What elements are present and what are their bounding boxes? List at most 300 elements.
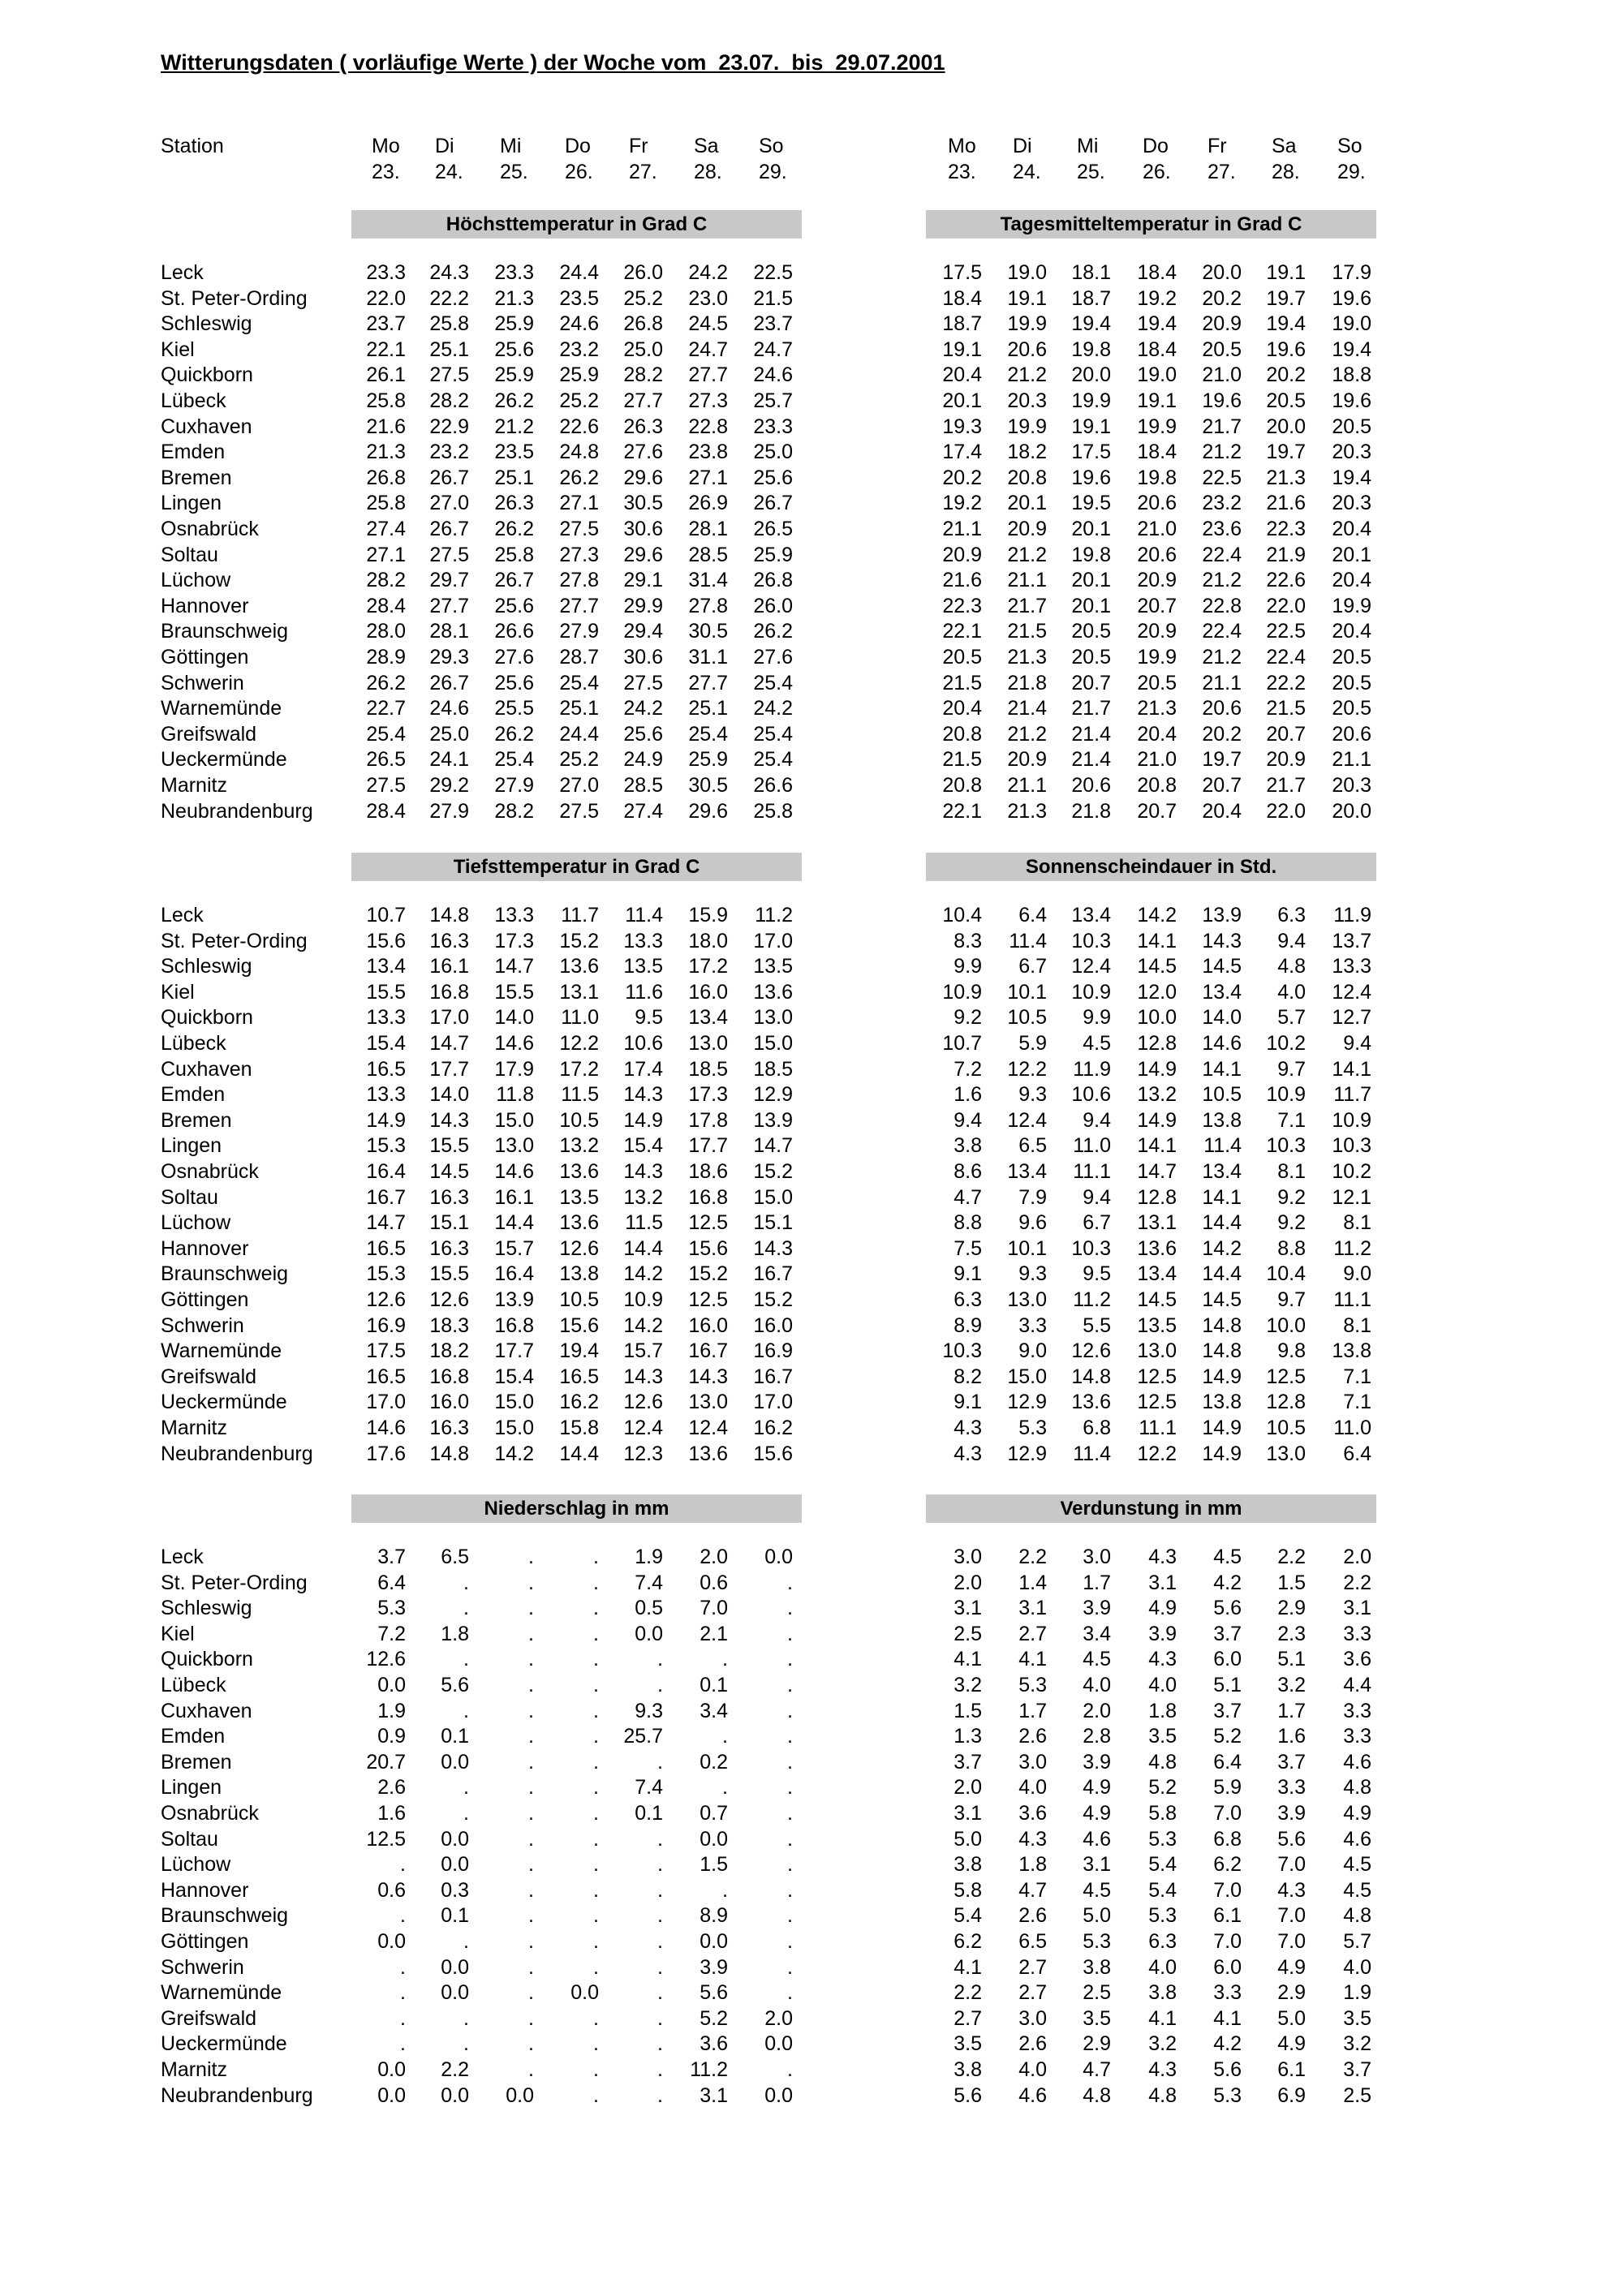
value-cell: 25.1	[559, 697, 599, 720]
value-cell: 20.5	[1332, 671, 1371, 694]
value-cell: 4.9	[1277, 1955, 1306, 1979]
value-cell: 11.5	[561, 1083, 599, 1107]
value-cell: 18.0	[688, 929, 728, 952]
value-cell: 15.7	[623, 1339, 663, 1363]
value-cell: 9.5	[635, 1006, 663, 1030]
value-cell: 14.3	[1202, 929, 1242, 952]
value-cell: 20.8	[942, 722, 982, 746]
value-cell: 6.1	[1277, 2058, 1306, 2081]
value-cell: 23.8	[688, 441, 728, 464]
value-cell: 20.7	[1137, 799, 1177, 823]
value-cell: 14.9	[1202, 1417, 1242, 1439]
value-cell: 3.5	[1083, 2006, 1111, 2030]
value-cell: 13.6	[559, 1160, 599, 1183]
value-cell: 15.5	[429, 1262, 469, 1286]
day-header-right-5: Sa	[1272, 135, 1297, 157]
value-cell: 22.0	[1266, 799, 1306, 823]
value-cell: 20.3	[1332, 774, 1371, 797]
value-cell: .	[657, 1878, 663, 1902]
value-cell: 21.5	[1266, 697, 1306, 720]
value-cell: 7.0	[1213, 1802, 1242, 1825]
value-cell: 16.0	[429, 1391, 469, 1414]
value-cell: 16.3	[429, 1185, 469, 1209]
value-cell: 0.0	[441, 1750, 469, 1774]
value-cell: 0.0	[377, 2058, 406, 2081]
station-name: Lingen	[161, 1134, 222, 1158]
value-cell: 2.7	[1018, 1955, 1047, 1979]
day-header-right-1: Di	[1013, 135, 1032, 157]
value-cell: 3.5	[954, 2032, 982, 2056]
value-cell: 19.8	[1071, 543, 1111, 566]
table-row	[0, 415, 1623, 440]
value-cell: 18.7	[1071, 286, 1111, 310]
value-cell: 26.7	[429, 466, 469, 489]
table-row	[0, 1288, 1623, 1313]
value-cell: 3.3	[1277, 1776, 1306, 1799]
value-cell: 9.0	[1343, 1262, 1371, 1286]
value-cell: 13.3	[494, 904, 534, 927]
day-header-right-4: Fr	[1208, 135, 1227, 157]
value-cell: 0.7	[700, 1802, 728, 1825]
value-cell: 17.7	[494, 1339, 534, 1363]
value-cell: 9.0	[1018, 1339, 1047, 1363]
date-header-left-6: 29.	[759, 161, 787, 183]
value-cell: .	[593, 1955, 599, 1979]
value-cell: 26.9	[688, 492, 728, 515]
value-cell: .	[528, 1853, 534, 1877]
station-name: Leck	[161, 904, 204, 927]
value-cell: 14.9	[1137, 1057, 1177, 1081]
value-cell: 14.6	[494, 1160, 534, 1183]
value-cell: 7.0	[1277, 1904, 1306, 1928]
value-cell: 13.8	[559, 1262, 599, 1286]
table-row	[0, 903, 1623, 928]
value-cell: 3.1	[1343, 1597, 1371, 1620]
value-cell: 15.4	[623, 1134, 663, 1158]
value-cell: 13.2	[623, 1185, 663, 1209]
value-cell: 12.6	[559, 1236, 599, 1260]
value-cell: .	[657, 1955, 663, 1979]
value-cell: 4.9	[1148, 1597, 1177, 1620]
value-cell: 20.7	[366, 1750, 406, 1774]
value-cell: 5.6	[700, 1981, 728, 2005]
value-cell: 15.0	[494, 1108, 534, 1132]
value-cell: 19.1	[942, 338, 982, 361]
value-cell: 8.8	[954, 1211, 982, 1235]
value-cell: 4.0	[1083, 1674, 1111, 1696]
value-cell: 18.4	[1137, 261, 1177, 284]
value-cell: 15.0	[494, 1391, 534, 1414]
value-cell: 13.5	[623, 955, 663, 978]
value-cell: 9.9	[954, 955, 982, 978]
value-cell: 27.6	[753, 646, 793, 669]
value-cell: 26.7	[753, 492, 793, 515]
date-header-right-1: 24.	[1013, 161, 1041, 183]
value-cell: 3.3	[1213, 1981, 1242, 2005]
value-cell: 25.5	[494, 697, 534, 720]
value-cell: 19.2	[1137, 286, 1177, 310]
value-cell: 0.1	[635, 1802, 663, 1825]
value-cell: 4.0	[1277, 980, 1306, 1004]
value-cell: 4.7	[1083, 2058, 1111, 2081]
value-cell: .	[528, 1699, 534, 1722]
value-cell: .	[400, 1955, 406, 1979]
station-name: Schwerin	[161, 1955, 244, 1979]
value-cell: 10.3	[1332, 1134, 1371, 1158]
value-cell: 29.2	[429, 774, 469, 797]
table-row	[0, 543, 1623, 568]
value-cell: 26.5	[366, 748, 406, 772]
value-cell: 19.1	[1071, 415, 1111, 438]
value-cell: 12.4	[623, 1417, 663, 1439]
value-cell: 4.1	[1148, 2006, 1177, 2030]
value-cell: .	[787, 1802, 793, 1825]
value-cell: 14.3	[753, 1236, 793, 1260]
value-cell: 21.4	[1007, 697, 1047, 720]
table-row	[0, 671, 1623, 696]
value-cell: 19.9	[1137, 415, 1177, 438]
value-cell: 13.8	[1332, 1339, 1371, 1363]
value-cell: 14.2	[623, 1262, 663, 1286]
value-cell: 15.5	[429, 1134, 469, 1158]
value-cell: 13.1	[1137, 1211, 1177, 1235]
date-header-left-5: 28.	[694, 161, 722, 183]
value-cell: 10.5	[559, 1108, 599, 1132]
value-cell: 20.5	[942, 646, 982, 669]
value-cell: 28.0	[366, 620, 406, 643]
value-cell: 13.0	[1266, 1442, 1306, 1465]
value-cell: 9.2	[1277, 1185, 1306, 1209]
value-cell: 22.3	[1266, 518, 1306, 540]
value-cell: 27.7	[688, 363, 728, 387]
station-name: Kiel	[161, 338, 195, 361]
value-cell: .	[593, 1750, 599, 1774]
value-cell: 17.5	[366, 1339, 406, 1363]
value-cell: 11.2	[690, 2058, 728, 2081]
date-header-left-1: 24.	[435, 161, 463, 183]
value-cell: 15.6	[688, 1236, 728, 1260]
table-row	[0, 1596, 1623, 1621]
value-cell: 2.6	[1018, 2032, 1047, 2056]
value-cell: 30.6	[623, 518, 663, 540]
value-cell: .	[463, 1648, 469, 1671]
value-cell: 3.5	[1148, 1725, 1177, 1748]
value-cell: 1.7	[1083, 1571, 1111, 1594]
station-name: Hannover	[161, 594, 249, 617]
value-cell: 14.6	[494, 1032, 534, 1055]
value-cell: 14.5	[1137, 955, 1177, 978]
value-cell: 10.5	[1202, 1083, 1242, 1107]
table-row	[0, 1082, 1623, 1107]
value-cell: 18.7	[942, 312, 982, 336]
value-cell: 26.2	[559, 466, 599, 489]
table-row	[0, 466, 1623, 491]
value-cell: 25.0	[753, 441, 793, 464]
table-row	[0, 1416, 1623, 1441]
value-cell: 20.0	[1266, 415, 1306, 438]
value-cell: .	[528, 1750, 534, 1774]
value-cell: 4.7	[1018, 1878, 1047, 1902]
value-cell: 14.3	[623, 1365, 663, 1388]
value-cell: 3.7	[1213, 1699, 1242, 1722]
value-cell: 31.1	[688, 646, 728, 669]
date-header-right-5: 28.	[1272, 161, 1300, 183]
value-cell: 20.5	[1266, 389, 1306, 412]
table-row	[0, 1108, 1623, 1133]
value-cell: 15.8	[559, 1417, 599, 1439]
value-cell: 9.5	[1083, 1262, 1111, 1286]
station-name: Marnitz	[161, 774, 227, 797]
station-name: Bremen	[161, 466, 232, 489]
value-cell: 10.2	[1266, 1032, 1306, 1055]
station-name: Lüchow	[161, 1211, 231, 1235]
value-cell: 14.7	[753, 1134, 793, 1158]
value-cell: 3.9	[1148, 1622, 1177, 1645]
station-name: Neubrandenburg	[161, 799, 313, 823]
value-cell: 7.0	[1277, 1853, 1306, 1877]
value-cell: 26.3	[623, 415, 663, 438]
value-cell: 3.8	[1148, 1981, 1177, 2005]
value-cell: 21.9	[1266, 543, 1306, 566]
station-name: Ueckermünde	[161, 1391, 287, 1414]
value-cell: 16.8	[494, 1314, 534, 1337]
value-cell: 8.8	[1277, 1236, 1306, 1260]
value-cell: 3.2	[1343, 2032, 1371, 2056]
value-cell: 19.8	[1137, 466, 1177, 489]
value-cell: 3.3	[1343, 1622, 1371, 1645]
value-cell: 23.3	[753, 415, 793, 438]
value-cell: 21.1	[942, 518, 982, 540]
value-cell: 13.0	[494, 1134, 534, 1158]
value-cell: 27.0	[429, 492, 469, 515]
value-cell: 4.5	[1083, 1878, 1111, 1902]
value-cell: 13.5	[559, 1185, 599, 1209]
station-name: Lübeck	[161, 1032, 226, 1055]
value-cell: 7.4	[635, 1776, 663, 1799]
value-cell: 4.6	[1083, 1827, 1111, 1851]
table-row	[0, 1878, 1623, 1903]
station-name: Braunschweig	[161, 1904, 289, 1928]
value-cell: 17.5	[942, 261, 982, 284]
value-cell: .	[593, 1904, 599, 1928]
table-row	[0, 1852, 1623, 1877]
value-cell: 27.3	[559, 543, 599, 566]
station-name: Warnemünde	[161, 697, 282, 720]
date-header-right-4: 27.	[1208, 161, 1236, 183]
value-cell: 20.4	[1332, 620, 1371, 643]
date-header-left-0: 23.	[372, 161, 400, 183]
table-row	[0, 1236, 1623, 1262]
station-name: Hannover	[161, 1878, 249, 1902]
value-cell: 20.3	[1332, 492, 1371, 515]
value-cell: 21.2	[1007, 363, 1047, 387]
value-cell: 24.4	[559, 722, 599, 746]
value-cell: 3.8	[954, 1134, 982, 1158]
value-cell: .	[528, 1776, 534, 1799]
value-cell: 11.1	[1073, 1160, 1111, 1183]
value-cell: 15.5	[494, 980, 534, 1004]
value-cell: 27.7	[623, 389, 663, 412]
value-cell: 4.3	[1148, 1546, 1177, 1568]
value-cell: 10.9	[623, 1288, 663, 1311]
station-name: Greifswald	[161, 2006, 257, 2030]
value-cell: 14.1	[1137, 929, 1177, 952]
table-row	[0, 1929, 1623, 1954]
value-cell: 23.2	[559, 338, 599, 361]
value-cell: 11.5	[625, 1211, 663, 1235]
value-cell: .	[657, 1904, 663, 1928]
value-cell: 23.7	[753, 312, 793, 336]
value-cell: 1.7	[1277, 1699, 1306, 1722]
value-cell: 13.4	[688, 1006, 728, 1030]
value-cell: 17.3	[688, 1083, 728, 1107]
value-cell: 20.6	[1332, 722, 1371, 746]
value-cell: 5.4	[1148, 1878, 1177, 1902]
value-cell: 6.4	[1018, 904, 1047, 927]
value-cell: 4.7	[954, 1185, 982, 1209]
value-cell: 21.4	[1071, 722, 1111, 746]
station-name: Quickborn	[161, 363, 253, 387]
page-title: Witterungsdaten ( vorläufige Werte ) der Woche vom 23.07. bis 29.07.2001	[161, 50, 945, 75]
value-cell: 7.0	[700, 1597, 728, 1620]
value-cell: 25.6	[494, 671, 534, 694]
value-cell: 2.0	[954, 1571, 982, 1594]
value-cell: .	[528, 1802, 534, 1825]
value-cell: 23.2	[429, 441, 469, 464]
value-cell: 20.6	[1071, 774, 1111, 797]
value-cell: 27.0	[559, 774, 599, 797]
value-cell: 8.1	[1343, 1314, 1371, 1337]
value-cell: 13.0	[1007, 1288, 1047, 1311]
value-cell: 10.3	[1266, 1134, 1306, 1158]
value-cell: 14.2	[1202, 1236, 1242, 1260]
value-cell: 7.2	[377, 1622, 406, 1645]
value-cell: 4.2	[1213, 2032, 1242, 2056]
value-cell: 21.7	[1266, 774, 1306, 797]
value-cell: 27.4	[366, 518, 406, 540]
table-row	[0, 1159, 1623, 1185]
value-cell: 27.6	[623, 441, 663, 464]
station-name: Warnemünde	[161, 1981, 282, 2005]
value-cell: 20.6	[1202, 697, 1242, 720]
value-cell: 3.1	[700, 2083, 728, 2107]
station-name: Osnabrück	[161, 1802, 259, 1825]
value-cell: 5.3	[377, 1597, 406, 1620]
value-cell: 4.8	[1148, 1750, 1177, 1774]
value-cell: 13.5	[753, 955, 793, 978]
value-cell: 29.6	[623, 543, 663, 566]
day-header-right-0: Mo	[948, 135, 976, 157]
value-cell: 3.6	[700, 2032, 728, 2056]
value-cell: 0.2	[700, 1750, 728, 1774]
value-cell: 13.4	[1202, 1160, 1242, 1183]
station-name: Soltau	[161, 543, 218, 566]
value-cell: 13.6	[1137, 1236, 1177, 1260]
value-cell: 24.8	[559, 441, 599, 464]
station-name: Ueckermünde	[161, 2032, 287, 2056]
value-cell: .	[657, 1750, 663, 1774]
value-cell: 7.1	[1343, 1365, 1371, 1388]
table-row	[0, 645, 1623, 670]
value-cell: 14.8	[1202, 1339, 1242, 1363]
section-title-right: Sonnenscheindauer in Std.	[926, 853, 1376, 881]
value-cell: 25.8	[753, 799, 793, 823]
value-cell: 16.5	[366, 1057, 406, 1081]
value-cell: 19.5	[1071, 492, 1111, 515]
value-cell: 15.6	[559, 1314, 599, 1337]
value-cell: 22.0	[366, 286, 406, 310]
value-cell: 17.8	[688, 1108, 728, 1132]
value-cell: 5.3	[1213, 2083, 1242, 2107]
value-cell: 0.0	[441, 1981, 469, 2005]
value-cell: 10.9	[942, 980, 982, 1004]
value-cell: 4.5	[1083, 1032, 1111, 1055]
value-cell: 16.8	[429, 1365, 469, 1388]
value-cell: 25.4	[366, 722, 406, 746]
value-cell: 20.7	[1071, 671, 1111, 694]
value-cell: 14.7	[1137, 1160, 1177, 1183]
value-cell: 21.5	[942, 671, 982, 694]
value-cell: 26.2	[494, 518, 534, 540]
value-cell: 6.4	[1343, 1442, 1371, 1465]
value-cell: .	[528, 1674, 534, 1696]
value-cell: 1.4	[1018, 1571, 1047, 1594]
value-cell: 6.9	[1277, 2083, 1306, 2107]
value-cell: 10.3	[1071, 929, 1111, 952]
value-cell: 15.1	[429, 1211, 469, 1235]
station-name: Kiel	[161, 980, 195, 1004]
value-cell: 19.7	[1266, 441, 1306, 464]
value-cell: 10.0	[1266, 1314, 1306, 1337]
station-name: Emden	[161, 1725, 226, 1748]
value-cell: .	[657, 2006, 663, 2030]
value-cell: 3.7	[1213, 1622, 1242, 1645]
station-name: Quickborn	[161, 1648, 253, 1671]
value-cell: 14.0	[429, 1083, 469, 1107]
value-cell: 25.7	[623, 1725, 663, 1748]
value-cell: 20.4	[942, 697, 982, 720]
value-cell: 4.1	[1213, 2006, 1242, 2030]
value-cell: 6.2	[1213, 1853, 1242, 1877]
value-cell: 5.6	[954, 2083, 982, 2107]
value-cell: 2.7	[1018, 1622, 1047, 1645]
value-cell: .	[722, 1725, 728, 1748]
value-cell: 10.0	[1137, 1006, 1177, 1030]
value-cell: .	[787, 1981, 793, 2005]
value-cell: 24.5	[688, 312, 728, 336]
value-cell: 13.9	[1202, 904, 1242, 927]
value-cell: 25.6	[494, 594, 534, 617]
station-name: Osnabrück	[161, 1160, 259, 1183]
value-cell: 20.6	[1137, 492, 1177, 515]
value-cell: 4.3	[1148, 1648, 1177, 1671]
value-cell: 7.0	[1213, 1878, 1242, 1902]
station-name: Marnitz	[161, 1417, 227, 1439]
value-cell: 20.4	[1202, 799, 1242, 823]
value-cell: 29.4	[623, 620, 663, 643]
value-cell: 20.0	[1332, 799, 1371, 823]
table-row	[0, 722, 1623, 747]
value-cell: 10.7	[366, 904, 406, 927]
value-cell: 16.1	[429, 955, 469, 978]
value-cell: 26.8	[366, 466, 406, 489]
value-cell: 13.4	[1137, 1262, 1177, 1286]
value-cell: 16.5	[559, 1365, 599, 1388]
value-cell: 28.2	[494, 799, 534, 823]
table-row	[0, 1545, 1623, 1570]
value-cell: 13.2	[559, 1134, 599, 1158]
value-cell: 6.7	[1083, 1211, 1111, 1235]
